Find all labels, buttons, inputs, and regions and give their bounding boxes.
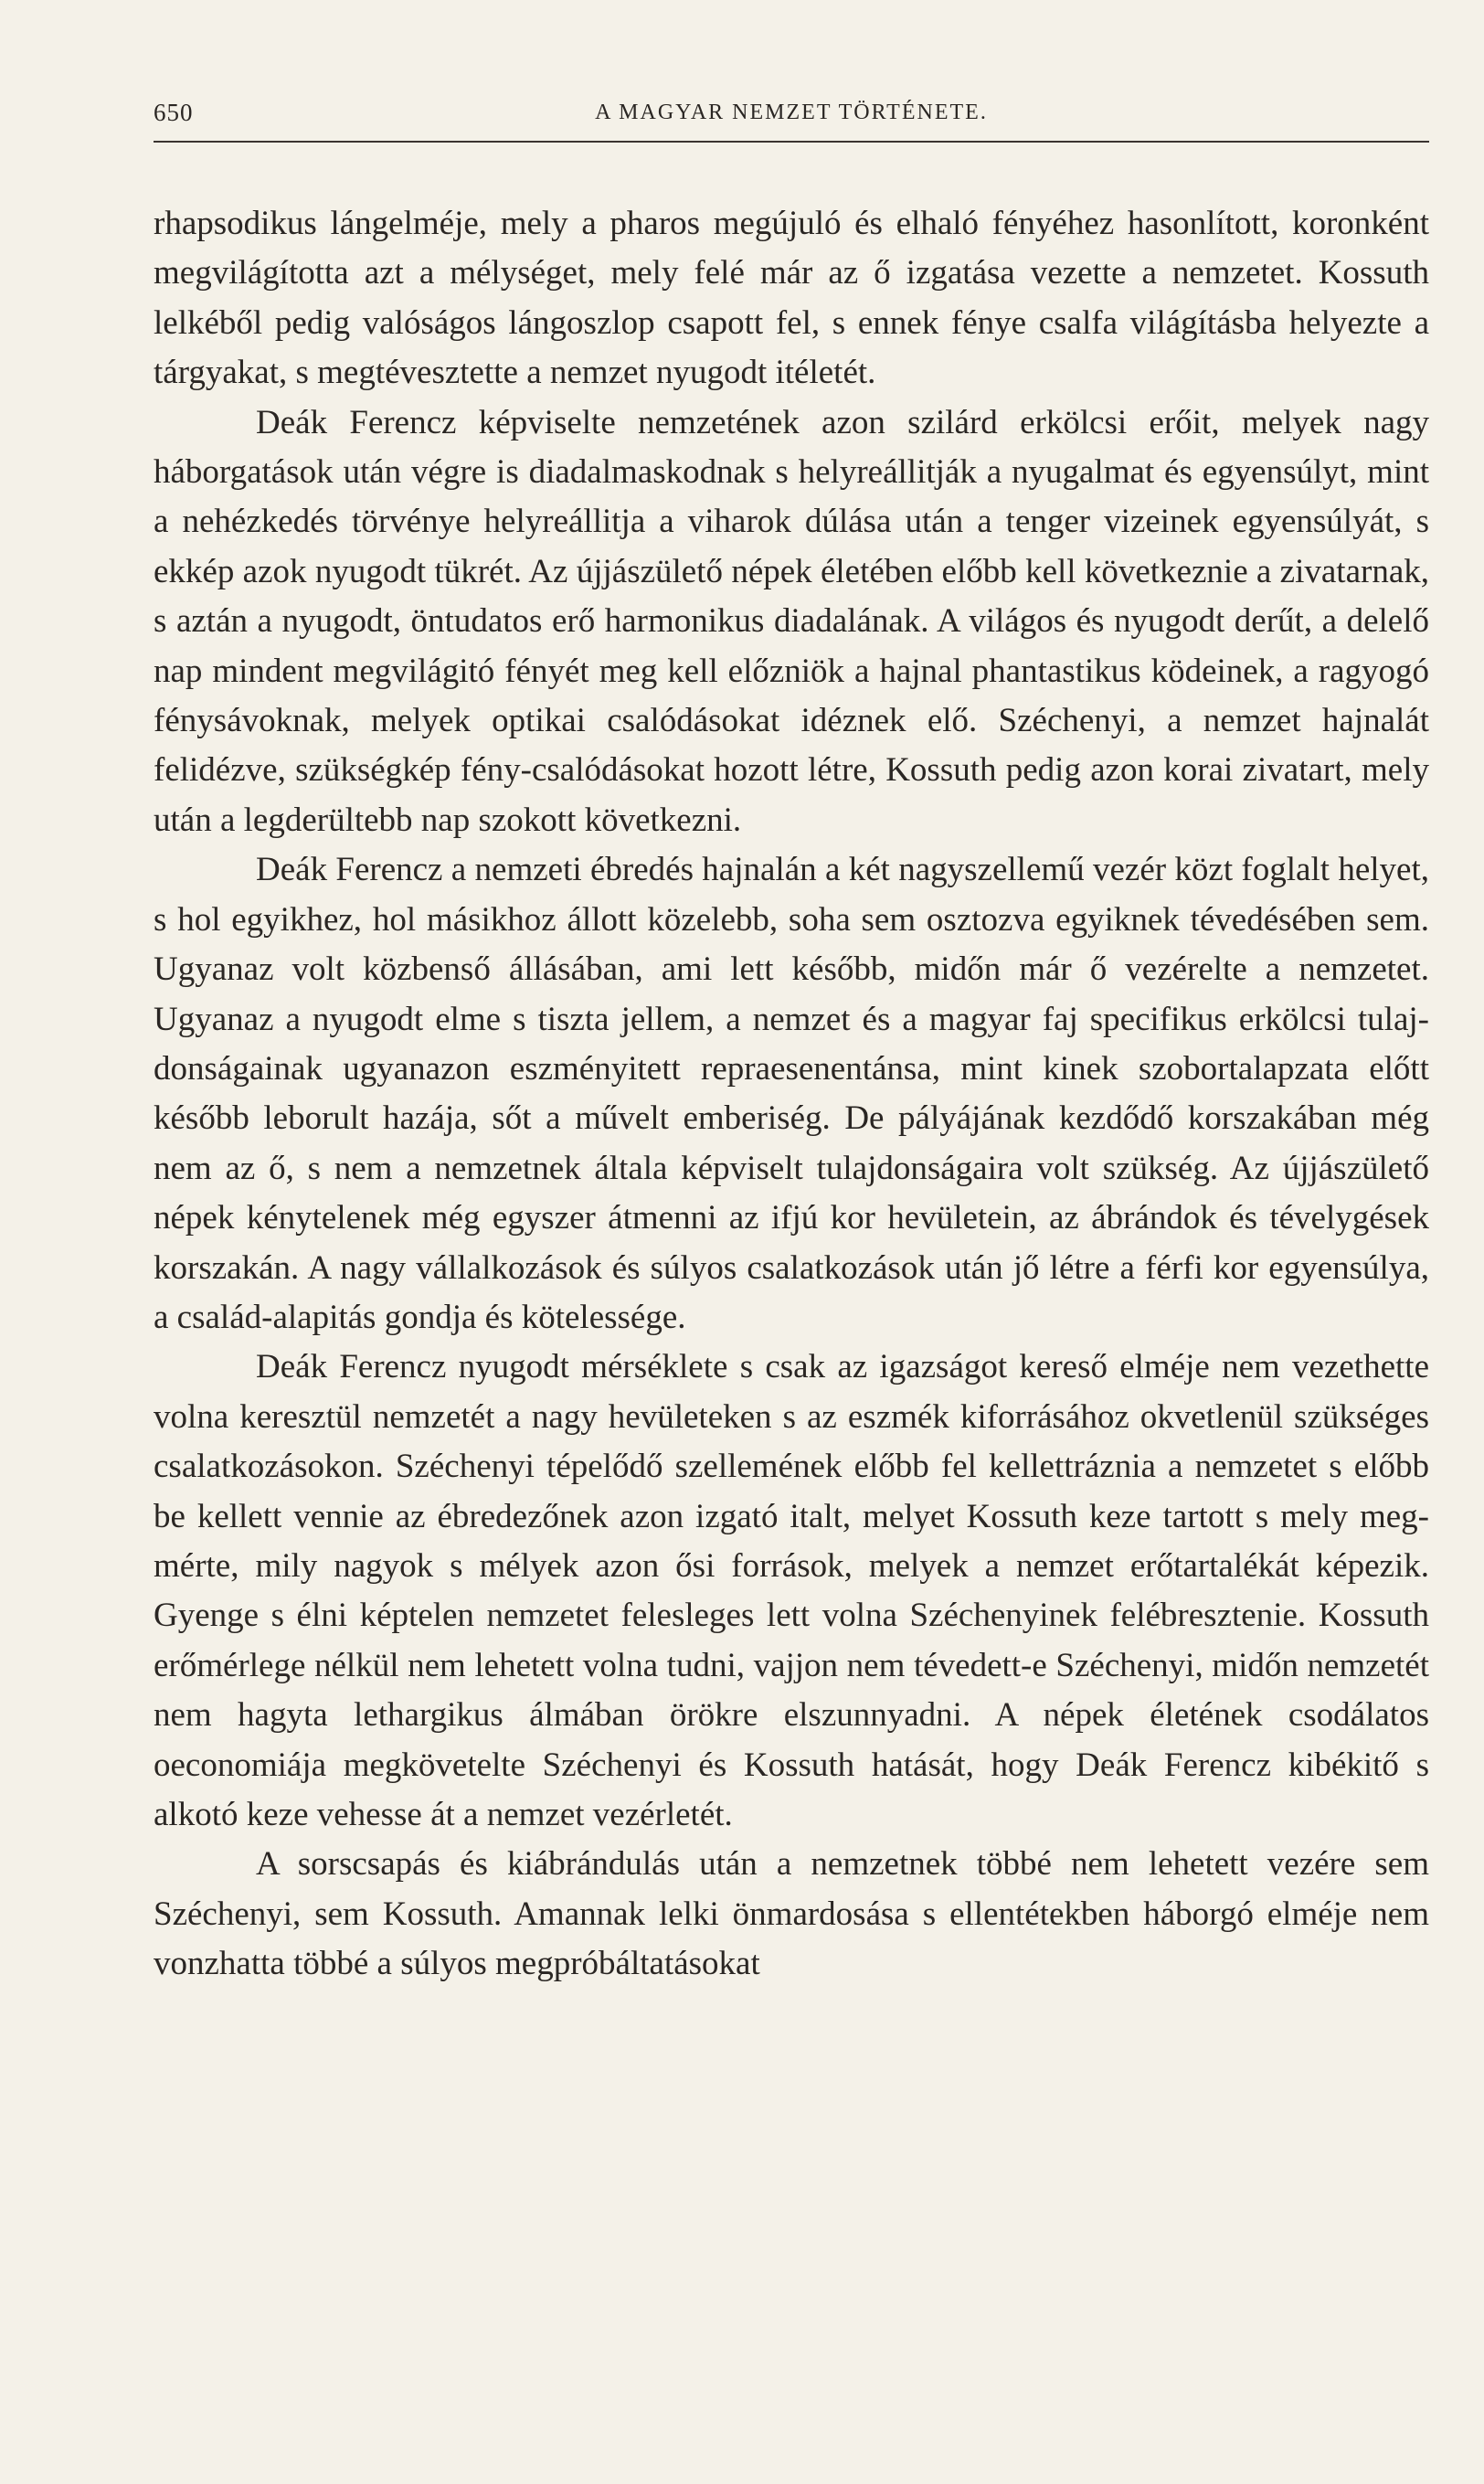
paragraph-3: Deák Ferencz a nemzeti ébredés hajnalán a két nagyszellemű vezér közt foglalt helyet, s hol egyikhez, hol másikhoz állott közelebb, soha sem osztozva egyiknek tévedésében sem. Ugyanaz volt közbenső állásában, ami lett később, midőn már ő vezérelte a nemzetet. Ugyanaz a nyugodt elme s tiszta jellem, a nemzet és a magyar faj specifikus erkölcsi tulajdonságainak ugyanazon eszményitett repraesenentánsa, mint kinek szobortalapzata előtt később leborult hazája, sőt a művelt emberiség. De pályájának kezdődő korszakában még nem az ő, s nem a nemzetnek általa képviselt tulajdonságaira volt szükség. Az újjászülető népek kénytelenek még egyszer átmenni az ifjú kor hevületein, az ábrándok és tévelygések korszakán. A nagy vállalkozások és súlyos csalatkozások után jő létre a férfi kor egyensúlya, a család-alapitás gondja és kötelessége. <box>154 851 1429 1336</box>
paragraph-1: rhapsodikus lángelméje, mely a pharos megújuló és elhaló fényéhez hasonlított, koronként megvilágította azt a mélységet, mely felé már az ő izgatása vezette a nemzetet. Kossuth lelkéből pedig valóságos lángoszlop csapott fel, s ennek fénye csalfa világításba helyezte a tárgyakat, s megtévesztette a nemzet nyugodt itéletét. <box>154 205 1429 392</box>
paragraph-2: Deák Ferencz képviselte nemzetének azon szilárd erkölcsi erőit, melyek nagy háborgatások után végre is diadalmaskodnak s helyreállitják a nyugalmat és egyensúlyt, mint a nehézkedés törvénye helyreállitja a viharok dúlása után a tenger vizeinek egyensúlyát, s ekkép azok nyugodt tükrét. Az újjászülető népek életében előbb kell következnie a zivatarnak, s aztán a nyugodt, öntudatos erő harmonikus diadalának. A világos és nyugodt derűt, a delelő nap mindent megvilágitó fényét meg kell előzniök a hajnal phantastikus ködeinek, a ragyogó fénysávoknak, melyek optikai csalódásokat idéznek elő. Széchenyi, a nemzet hajnalát felidézve, szükségkép fény-csalódásokat hozott létre, Kossuth pedig azon korai zivatart, mely után a legderültebb nap szokott következni. <box>154 403 1429 839</box>
body-text <box>154 199 1429 1990</box>
page-header <box>154 99 1429 135</box>
page-number: 650 <box>154 99 194 126</box>
paragraph-5: A sorscsapás és kiábrándulás után a nemzetnek többé nem lehetett vezére sem Széchenyi, sem Kossuth. Amannak lelki önmardosása s ellentétekben háborgó elméje nem vonzhatta többé a súlyos megpróbáltatásokat <box>154 1845 1429 1983</box>
header-rule <box>154 141 1429 143</box>
paragraph-4: Deák Ferencz nyugodt mérséklete s csak az igazságot kereső elméje nem vezethette volna keresztül nemzetét a nagy hevületeken s az eszmék kiforrásához okvetlenül szükséges csalatkozásokon. Széchenyi tépelődő szellemének előbb fel kellettráznia a nemzetet s előbb be kellett vennie az ébredezőnek azon izgató italt, melyet Kossuth keze tartott s mely megmérte, mily nagyok s mélyek azon ősi források, melyek a nemzet erőtartalékát képezik. Gyenge s élni képtelen nemzetet felesleges lett volna Széchenyinek felébresztenie. Kossuth erőmérlege nélkül nem lehetett volna tudni, vajjon nem tévedett-e Széchenyi, midőn nemzetét nem hagyta lethargikus álmában örökre elszunnyadni. A népek életének csodálatos oeconomiája megkövetelte Széchenyi és Kossuth hatását, hogy Deák Ferencz kibékitő s alkotó keze vehesse át a nemzet vezérletét. <box>154 1348 1429 1833</box>
running-title: A MAGYAR NEMZET TÖRTÉNETE. <box>595 101 988 124</box>
